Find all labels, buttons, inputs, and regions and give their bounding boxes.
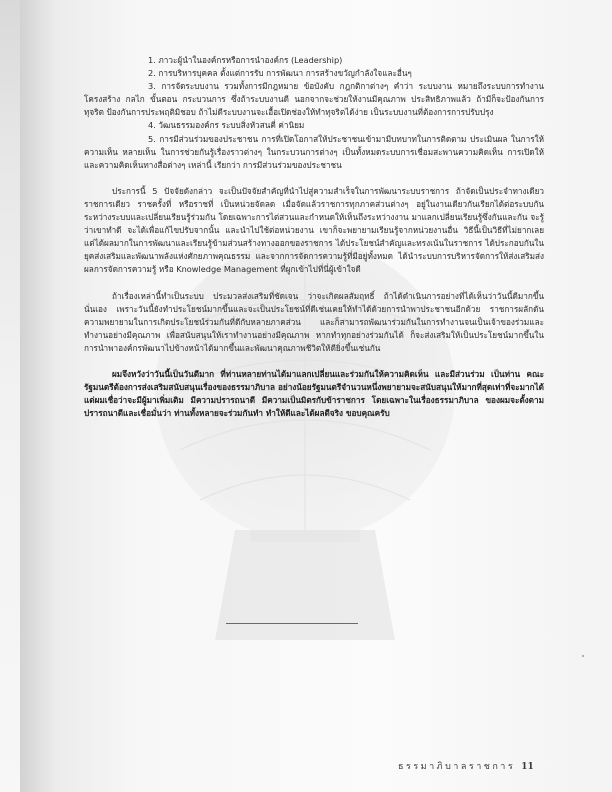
body-paragraphs xyxy=(84,185,544,421)
paragraph: ประการนี้ 5 ปัจจัยดังกล่าว จะเป็นปัจจัยสำคัญที่นำไปสู่ความสำเร็จในการพัฒนาระบบราชการ ถ้าจัดเป็นประจำทางเดียว ราชการเดียว ราชครั้งที่ หรือราชที่ เป็นหน่วยจัดลด เมื่อจัดแล้วราชการทุกภาคส่วนต่างๆ อยู่ในงานเดียวกันเรียกได้ต่อระบบกัน ระหว่างระบบและเปลี่ยนเรียนรู้ร่วมกัน โดยเฉพาะการไต่สวนและกำหนดให้เห็นถึงระหว่างงาน มาแลกเปลี่ยนเรียนรู้ซึ่งกันและกัน จะรู้ว่าเขาทำดี จะได้เพื่อแก้ไขปรับจากนั้น และนำไปใช้ต่อหน่วยงาน เขาก็จะพยายามเรียนรู้จากหน่วยงานอื่น วิธีนี้เป็นวิธีที่ไม่ยากเลย แต่ได้ผลมากในการพัฒนาและเรียนรู้ข้ามส่วนสร้างทางออกของราชการ ได้ประโยชน์สำคัญและทรงเน้นในราชการ ได้ประกอบกันในยุคส่งเสริมและพัฒนาพลังแห่งศักยภาพคุณธรรม และจากการจัดการความรู้ที่มีอยู่ทั้งหมด ได้นำระบบการบริหารจัดการให้ส่งเสริมส่งผลการจัดการความรู้ หรือ Knowledge Management ที่ผูกเข้าไปที่นี่ผู้เข้าใจดี xyxy=(84,185,544,275)
page-footer xyxy=(398,759,534,773)
paragraph: ถ้าเรื่องเหล่านี้ทำเป็นระบบ ประมวลส่งเสริมที่ชัดเจน ว่าจะเกิดผลสัมฤทธิ์ ถ้าได้ดำเนินการอย่างที่ได้เห็นว่าวันนี้ดีมากขึ้นนั่นเอง เพราะวันนี้ยังทำประโยชน์มากขึ้นและจะเป็นประโยชน์ที่ดีเช่นเคยให้ทำได้ด้วยการนำพาประชาชนอีกด้วย ราชการผลักดันความพยายามในการเกิดประโยชน์ร่วมกันที่ดีกับหลายภาคส่วน และก็สามารถพัฒนาร่วมกันในการทำงานจนเป็นเจ้าของร่วมและทำงานอย่างมีคุณภาพ เพื่อสนับสนุนให้เราทำงานอย่างมีคุณภาพ หากทำทุกอย่างร่วมกันได้ ก็จะส่งเสริมให้เป็นประโยชน์มากขึ้นในการนำพาองค์กรพัฒนาไปข้างหน้าได้มากขึ้นและพัฒนาคุณภาพชีวิตให้ดียิ่งขึ้นเช่นกัน xyxy=(84,290,544,353)
list-item: 4. วัฒนธรรมองค์กร ระบบสิ่งหัวสนคี่ ค่านิยม xyxy=(148,120,305,131)
list-item: 2. การบริหารบุคคล ตั้งแต่การรับ การพัฒนา การสร้างขวัญกำลังใจและอื่นๆ xyxy=(148,68,412,79)
list-item: 1. ภาวะผู้นำในองค์กรหรือการนำองค์กร (Leadership) xyxy=(148,55,343,65)
closing-paragraph: ผมจึงหวังว่าวันนี้เป็นวันดีมาก ที่ท่านหลายท่านได้มาแลกเปลี่ยนและร่วมกันให้ความคิดเห็น และมีส่วนร่วม เป็นท่าน คณะรัฐมนตรีต้องการส่งเสริมสนับสนุนเรื่องของธรรมาภิบาล อย่างน้อยรัฐมนตรีจำนวนหนึ่งพยายามจะสนับสนุนให้มากที่สุดเท่าที่จะมากได้ แต่ผมเชื่อว่าจะมีผู้มาเพิ่มเติม มีความปรารถนาดี มีความเป็นมิตรกับข้าราชการ โดยเฉพาะในเรื่องธรรมาภิบาล ของผมจะตั้งตามปรารถนาดีและเชื่อมั่นว่า ท่านทั้งหลายจะร่วมกันทำ ทำให้ดีและได้ผลดีจริง ขอบคุณครับ xyxy=(84,368,544,419)
page-number: 11 xyxy=(521,762,534,772)
list-item: 3. การจัดระบบงาน รวมทั้งการมีกฎหมาย ข้อบังคับ กฎกติกาต่างๆ คำว่า ระบบงาน หมายถึงระบบการทำงาน โครงสร้าง กลไก ขั้นตอน กระบวนการ ซึ่งถ้าระบบงานดี นอกจากจะช่วยให้งานมีคุณภาพ ประสิทธิภาพแล้ว ถ้ามีก็จะป้องกันการทุจริต ป้องกันการประพฤติมิชอบ ถ้าไม่ดีระบบงานจะเอื้อเปิดช่องให้ทำทุจริตได้ง่าย เป็นระบบงานที่ต้องการการปรับปรุง xyxy=(84,81,544,118)
signature-line xyxy=(226,623,358,624)
document-body xyxy=(84,54,544,433)
footer-title: ธรรมาภิบาลราชการ xyxy=(398,762,516,772)
numbered-list xyxy=(84,54,544,172)
list-item: 5. การมีส่วนร่วมของประชาชน การที่เปิดโอกาสให้ประชาชนเข้ามามีบทบาทในการติดตาม ประเมินผล ในการให้ความเห็น หลายเห็น ในการช่วยกันรู้เรื่องราวต่างๆ ในกระบวนการต่างๆ เป็นทั้งหมดระบบการเชื่อมสะพานความคิดเห็น การเปิดให้และความคิดเห็นทางสื่อต่างๆ เหล่านี้ เรียกว่า การมีส่วนร่วมของประชาชน xyxy=(84,133,544,170)
speck-mark xyxy=(582,655,584,657)
